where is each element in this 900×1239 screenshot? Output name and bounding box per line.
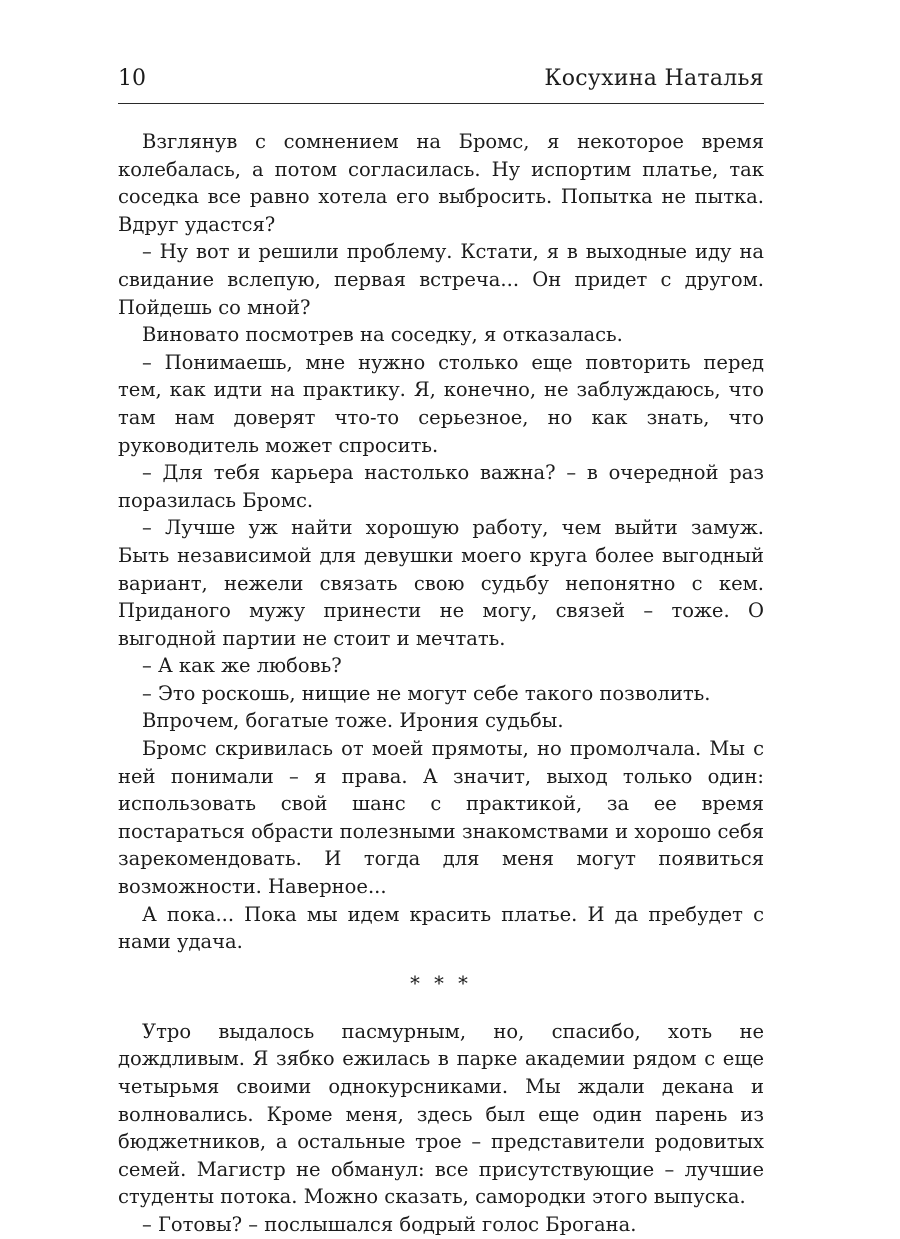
- paragraph: – Готовы? – послышался бодрый голос Брогана.: [142, 1212, 637, 1236]
- paragraph: Впрочем, богатые тоже. Ирония судьбы.: [142, 709, 564, 733]
- paragraph: Взглянув с сомнением на Бромс, я некоторое время колебалась, а потом согласилась. Ну испортим платье, так соседка все равно хотела его выбросить. Попытка не пытка. Вдруг удастся?: [118, 130, 764, 236]
- body-text: [118, 128, 764, 1239]
- paragraph: Утро выдалось пасмурным, но, спасибо, хоть не дождливым. Я зябко ежилась в парке академии рядом с еще четырьмя своими однокурсниками. Мы ждали декана и волновались. Кроме меня, здесь был еще один парень из бюджетников, а остальные трое – представители родовитых семей. Магистр не обманул: все присутствующие – лучшие студенты потока. Можно сказать, самородки этого выпуска.: [118, 1019, 764, 1209]
- paragraph: Бромс скривилась от моей прямоты, но промолчала. Мы с ней понимали – я права. А значит, выход только один: использовать свой шанс с практикой, за ее время постараться обрасти полезными знакомствами и хорошо себя зарекомендовать. И тогда для меня могут появиться возможности. Наверное...: [118, 737, 764, 899]
- paragraph: – А как же любовь?: [142, 654, 342, 678]
- scene-break: * * *: [410, 971, 472, 995]
- running-head-author: Косухина Наталья: [544, 66, 764, 91]
- paragraph: – Понимаешь, мне нужно столько еще повторить перед тем, как идти на практику. Я, конечно, не заблуждаюсь, что там нам доверят что-то серьезное, но как знать, что руководитель может спросить.: [118, 350, 764, 457]
- paragraph: – Лучше уж найти хорошую работу, чем выйти замуж. Быть независимой для девушки моего круга более выгодный вариант, нежели связать свою судьбу непонятно с кем. Приданого мужу принести не могу, связей – тоже. О выгодной партии не стоит и мечтать.: [118, 516, 764, 650]
- paragraph: Виновато посмотрев на соседку, я отказалась.: [142, 323, 623, 347]
- page-number: 10: [118, 66, 146, 91]
- paragraph: – Это роскошь, нищие не могут себе такого позволить.: [142, 681, 711, 705]
- header-rule: [118, 103, 764, 104]
- paragraph: – Для тебя карьера настолько важна? – в очередной раз поразилась Бромс.: [118, 461, 764, 512]
- paragraph: – Ну вот и решили проблему. Кстати, я в выходные иду на свидание вслепую, первая встреча... Он придет с другом. Пойдешь со мной?: [118, 240, 764, 319]
- paragraph: А пока... Пока мы идем красить платье. И да пребудет с нами удача.: [118, 902, 764, 954]
